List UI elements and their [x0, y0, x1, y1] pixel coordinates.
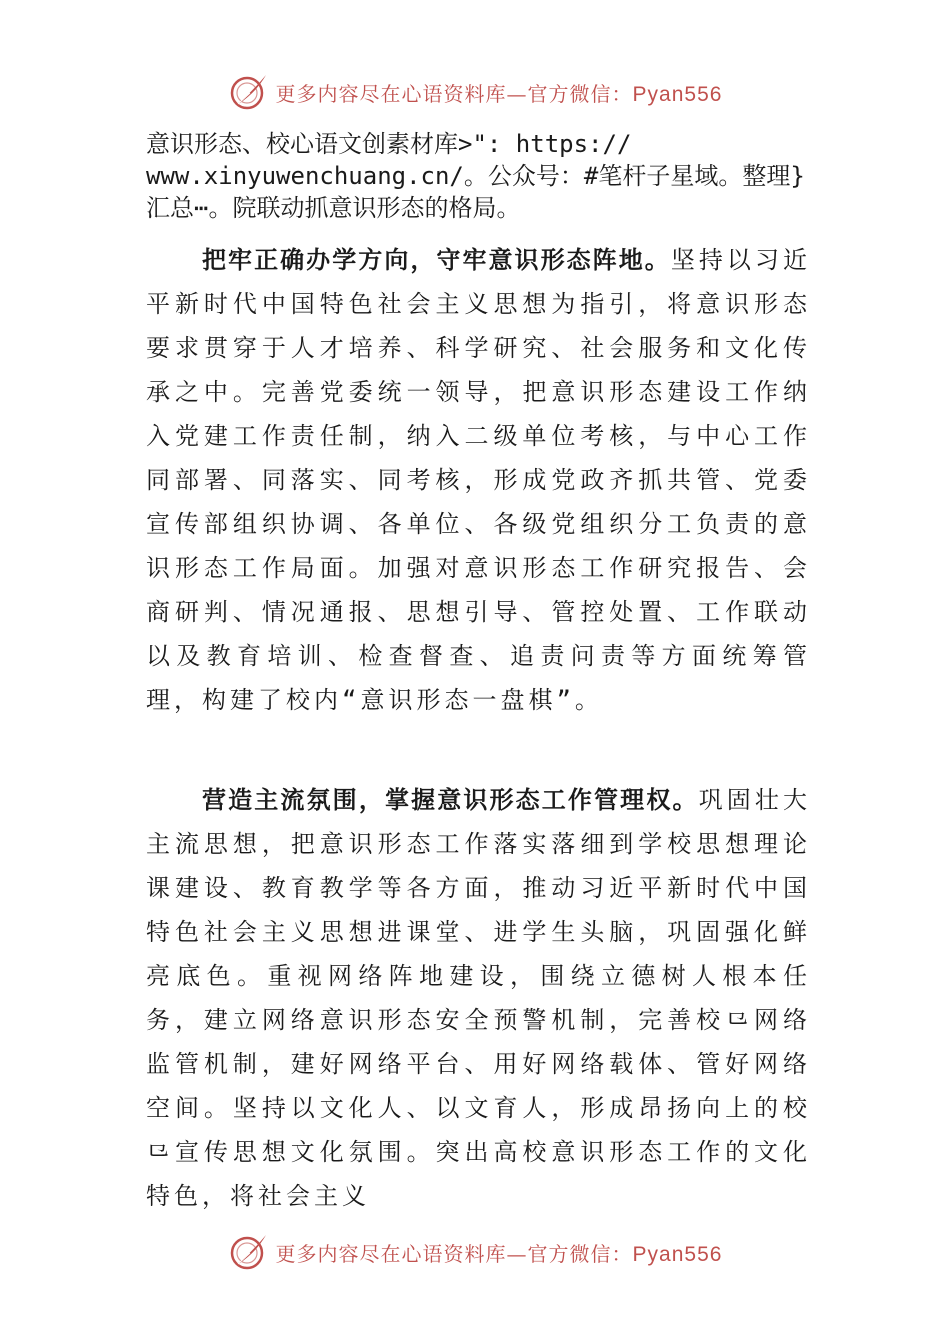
wechat-id: Pyan556 [632, 82, 723, 106]
feather-circle-logo-icon [228, 71, 270, 113]
paragraph-2-body: 巩固壮大主流思想，把意识形态工作落实落细到学校思想理论课建设、教育教学等各方面，推动习近平新时代中国特色社会主义思想进课堂、进学生头脑，巩固强化鲜亮底色。重视网络阵地建设，围绕立德树人根本任务，建立网络意识形态安全预警机制，完善校⺋网络监管机制，建好网络平台、用好网络载体、管好网络空间。坚持以文化人、以文育人，形成昂扬向上的校⺋宣传思想文化氛围。突出高校意识形态工作的文化特色，将社会主义 [146, 786, 812, 1210]
feather-circle-logo-icon [228, 1231, 270, 1273]
paragraph-2 [146, 778, 811, 1218]
banner-text: 更多内容尽在心语资料库—官方微信： [275, 1241, 633, 1266]
banner-text: 更多内容尽在心语资料库—官方微信： [275, 81, 633, 106]
wechat-id: Pyan556 [632, 1242, 723, 1266]
header-banner [0, 70, 950, 114]
document-body [146, 128, 811, 1218]
intro-text: 意识形态、校心语文创素材库>": https:// www.xinyuwenchuang.cn/。公众号：#笔杆子星域。整理} 汇总⋯。院联动抓意识形态的格局。 [146, 130, 805, 222]
footer-banner [0, 1230, 950, 1274]
paragraph-1-body: 坚持以习近平新时代中国特色社会主义思想为指引，将意识形态要求贯穿于人才培养、科学研究、社会服务和文化传承之中。完善党委统一领导，把意识形态建设工作纳入党建工作责任制，纳入二级单位考核，与中心工作同部署、同落实、同考核，形成党政齐抓共管、党委宣传部组织协调、各单位、各级党组织分工负责的意识形态工作局面。加强对意识形态工作研究报告、会商研判、情况通报、思想引导、管控处置、工作联动以及教育培训、检查督查、追责问责等方面统筹管理，构建了校内“意识形态一盘棋”。 [146, 246, 812, 714]
paragraph-1 [146, 238, 811, 722]
paragraph-2-lead: 营造主流氛围，掌握意识形态工作管理权。 [202, 786, 699, 814]
paragraph-1-lead: 把牢正确办学方向，守牢意识形态阵地。 [202, 246, 671, 274]
